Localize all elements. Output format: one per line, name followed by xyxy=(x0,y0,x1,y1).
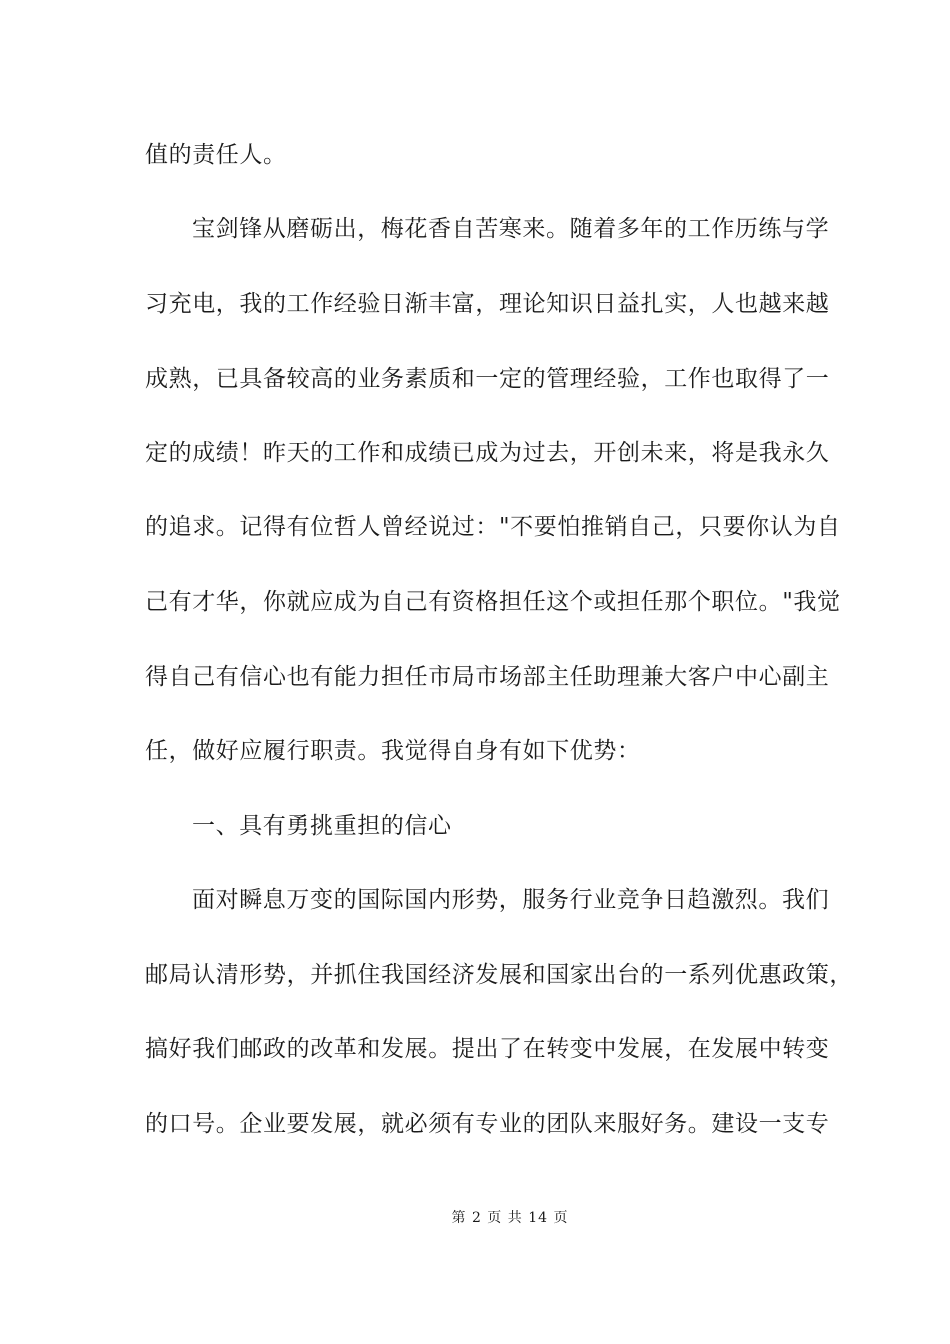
section-heading: 一、具有勇挑重担的信心 xyxy=(192,813,452,839)
text-line: 任，做好应履行职责。我觉得自身有如下优势： xyxy=(145,738,641,764)
text-line: 成熟，已具备较高的业务素质和一定的管理经验，工作也取得了一 xyxy=(145,366,830,392)
text-line: 习充电，我的工作经验日渐丰富，理论知识日益扎实，人也越来越 xyxy=(145,291,830,317)
text-line: 的追求。记得有位哲人曾经说过："不要怕推销自己，只要你认为自 xyxy=(145,514,841,540)
text-line: 己有才华，你就应成为自己有资格担任这个或担任那个职位。"我觉 xyxy=(145,589,841,615)
page-footer: 第 2 页 共 14 页 xyxy=(451,1210,569,1226)
text-line: 得自己有信心也有能力担任市局市场部主任助理兼大客户中心副主 xyxy=(145,664,830,690)
text-line: 搞好我们邮政的改革和发展。提出了在转变中发展，在发展中转变 xyxy=(145,1036,830,1062)
text-line: 定的成绩！昨天的工作和成绩已成为过去，开创未来，将是我永久 xyxy=(145,440,830,466)
paragraph-start-line: 宝剑锋从磨砺出，梅花香自苦寒来。随着多年的工作历练与学 xyxy=(192,216,830,242)
text-line: 的口号。企业要发展，就必须有专业的团队来服好务。建设一支专 xyxy=(145,1111,830,1137)
paragraph-start-line: 面对瞬息万变的国际国内形势，服务行业竞争日趋激烈。我们 xyxy=(192,887,830,913)
text-line: 邮局认清形势，并抓住我国经济发展和国家出台的一系列优惠政策， xyxy=(145,962,853,988)
text-line: 值的责任人。 xyxy=(145,142,287,168)
